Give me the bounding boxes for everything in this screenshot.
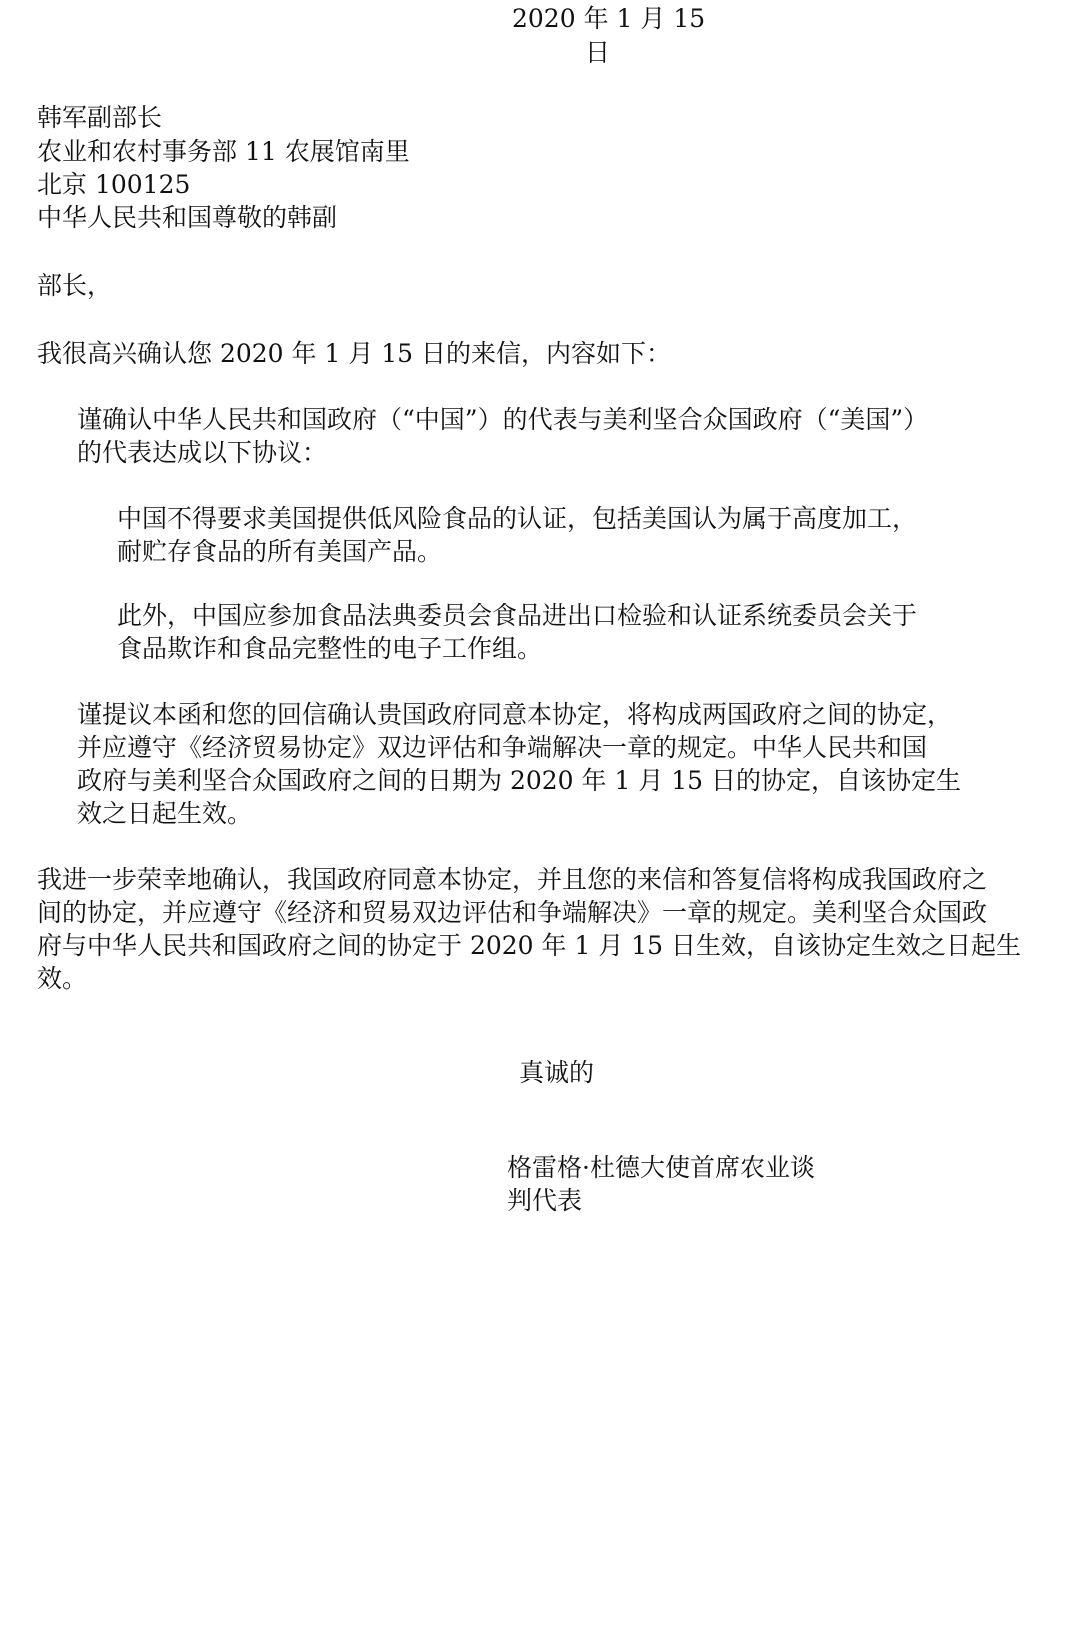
quoted-item1-line2: 耐贮存食品的所有美国产品。 [117,537,443,566]
recipient-address-2: 北京 100125 [37,170,191,199]
signature-line2: 判代表 [507,1186,583,1215]
recipient-name: 韩军副部长 [37,103,163,132]
quoted-item2-line2: 食品欺诈和食品完整性的电子工作组。 [117,634,543,663]
confirmation-line1: 我进一步荣幸地确认，我国政府同意本协定，并且您的来信和答复信将构成我国政府之 [37,865,988,894]
confirmation-line2: 间的协定，并应遵守《经济和贸易双边评估和争端解决》一章的规定。美利坚合众国政 [37,898,988,927]
salutation: 部长， [37,271,113,300]
confirmation-line3: 府与中华人民共和国政府之间的协定于 2020 年 1 月 15 日生效，自该协定生效之日起生 [37,931,1022,960]
recipient-address-3: 中华人民共和国尊敬的韩副 [37,203,338,232]
quoted-para2-line1: 谨提议本函和您的回信确认贵国政府同意本协定，将构成两国政府之间的协定， [77,700,953,729]
date-line-1: 2020 年 1 月 15 [512,4,706,33]
quoted-item2-line1: 此外，中国应参加食品法典委员会食品进出口检验和认证系统委员会关于 [117,601,918,630]
quoted-para2-line4: 效之日起生效。 [77,799,253,828]
closing: 真诚的 [519,1058,595,1087]
confirmation-line4: 效。 [37,964,88,993]
quoted-item1-line1: 中国不得要求美国提供低风险食品的认证，包括美国认为属于高度加工， [117,504,918,533]
date-line-2: 日 [585,38,611,67]
signature-line1: 格雷格·杜德大使首席农业谈 [507,1153,815,1182]
quoted-para1-line1: 谨确认中华人民共和国政府（“中国”）的代表与美利坚合众国政府（“美国”） [77,405,929,434]
quoted-para1-line2: 的代表达成以下协议： [77,438,328,467]
quoted-para2-line2: 并应遵守《经济贸易协定》双边评估和争端解决一章的规定。中华人民共和国 [77,733,928,762]
quoted-para2-line3: 政府与美利坚合众国政府之间的日期为 2020 年 1 月 15 日的协定，自该协定生 [77,766,962,795]
recipient-address-1: 农业和农村事务部 11 农展馆南里 [37,137,410,166]
intro-paragraph: 我很高兴确认您 2020 年 1 月 15 日的来信，内容如下： [37,339,672,368]
